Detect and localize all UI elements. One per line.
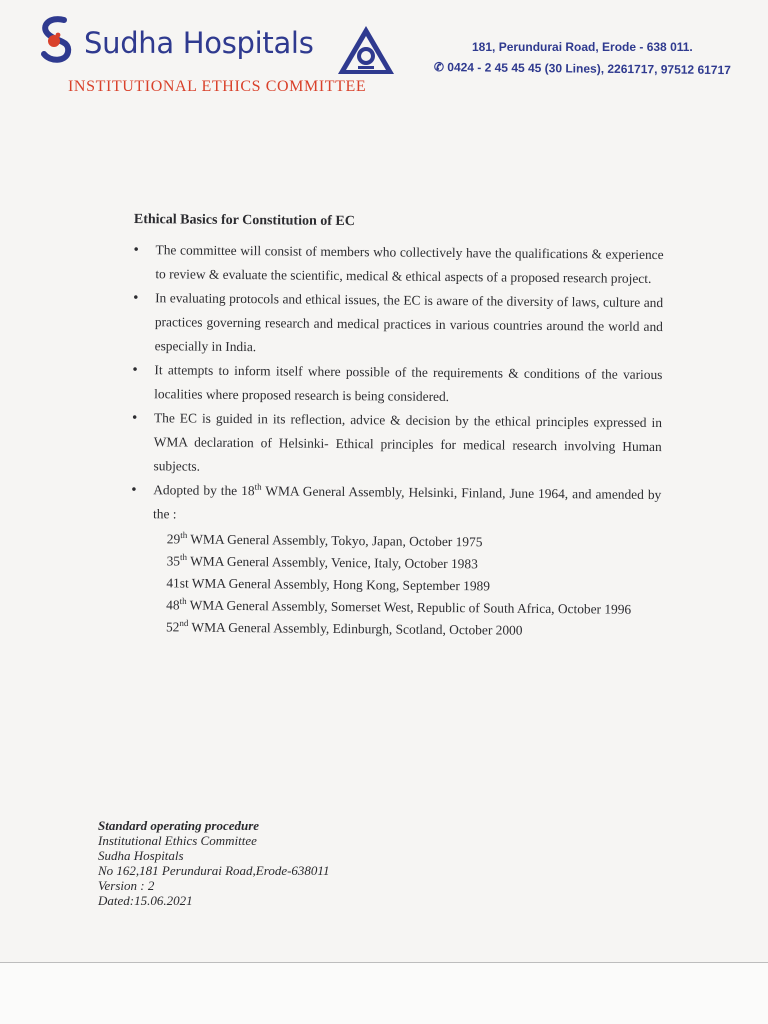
main-content xyxy=(130,208,664,643)
committee-heading: INSTITUTIONAL ETHICS COMMITTEE xyxy=(68,78,367,95)
bullet-list xyxy=(131,238,664,531)
sop-address: No 162,181 Perundurai Road,Erode-638011 xyxy=(98,863,330,878)
sop-version: Version : 2 xyxy=(98,878,155,893)
assembly-item: 41st WMA General Assembly, Hong Kong, September 1989 xyxy=(166,575,491,594)
hospital-phone: ✆ 0424 - 2 45 45 45 (30 Lines), 2261717, 97512 61717 xyxy=(433,60,731,78)
section-title: Ethical Basics for Constitution of EC xyxy=(133,211,355,230)
bullet-item: • The EC is guided in its reflection, advice & decision by the ethical principles expressed in WMA declaration of Helsinki- Ethical principles for medical research involving Human subjects. xyxy=(131,406,662,483)
bullet-item-adopted: • Adopted by the 18th WMA General Assembly, Helsinki, Finland, June 1964, and amended by the : xyxy=(131,478,661,531)
hospital-address: 181, Perundurai Road, Erode - 638 011. xyxy=(472,40,693,54)
bullet-item: • It attempts to inform itself where possible of the requirements & conditions of the various localities where proposed research is being considered. xyxy=(132,358,662,411)
assembly-item: 48th WMA General Assembly, Somerset West, Republic of South Africa, October 1996 xyxy=(166,595,632,617)
hospital-name: Sudha Hospitals xyxy=(84,26,314,60)
sop-committee: Institutional Ethics Committee xyxy=(98,833,257,848)
assembly-list xyxy=(166,528,661,643)
assembly-item: 29th WMA General Assembly, Tokyo, Japan, October 1975 xyxy=(166,529,483,550)
assembly-item: 52nd WMA General Assembly, Edinburgh, Scotland, October 2000 xyxy=(165,617,523,638)
sop-footer xyxy=(98,818,329,908)
scan-margin xyxy=(0,963,768,1024)
assembly-item: 35th WMA General Assembly, Venice, Italy, October 1983 xyxy=(166,551,478,572)
hospital-logo-icon xyxy=(34,14,78,64)
accreditation-emblem-icon xyxy=(336,24,396,76)
bullet-item: • The committee will consist of members who collectively have the qualifications & experience to review & evaluate the scientific, medical & ethical aspects of a proposed research project. xyxy=(133,238,663,291)
bullet-item: • In evaluating protocols and ethical issues, the EC is aware of the diversity of laws, culture and practices governing research and medical practices in various countries around the world and especially in India. xyxy=(133,286,664,363)
sop-title: Standard operating procedure xyxy=(98,818,260,833)
sop-hospital: Sudha Hospitals xyxy=(98,848,184,863)
sop-date: Dated:15.06.2021 xyxy=(98,893,193,908)
